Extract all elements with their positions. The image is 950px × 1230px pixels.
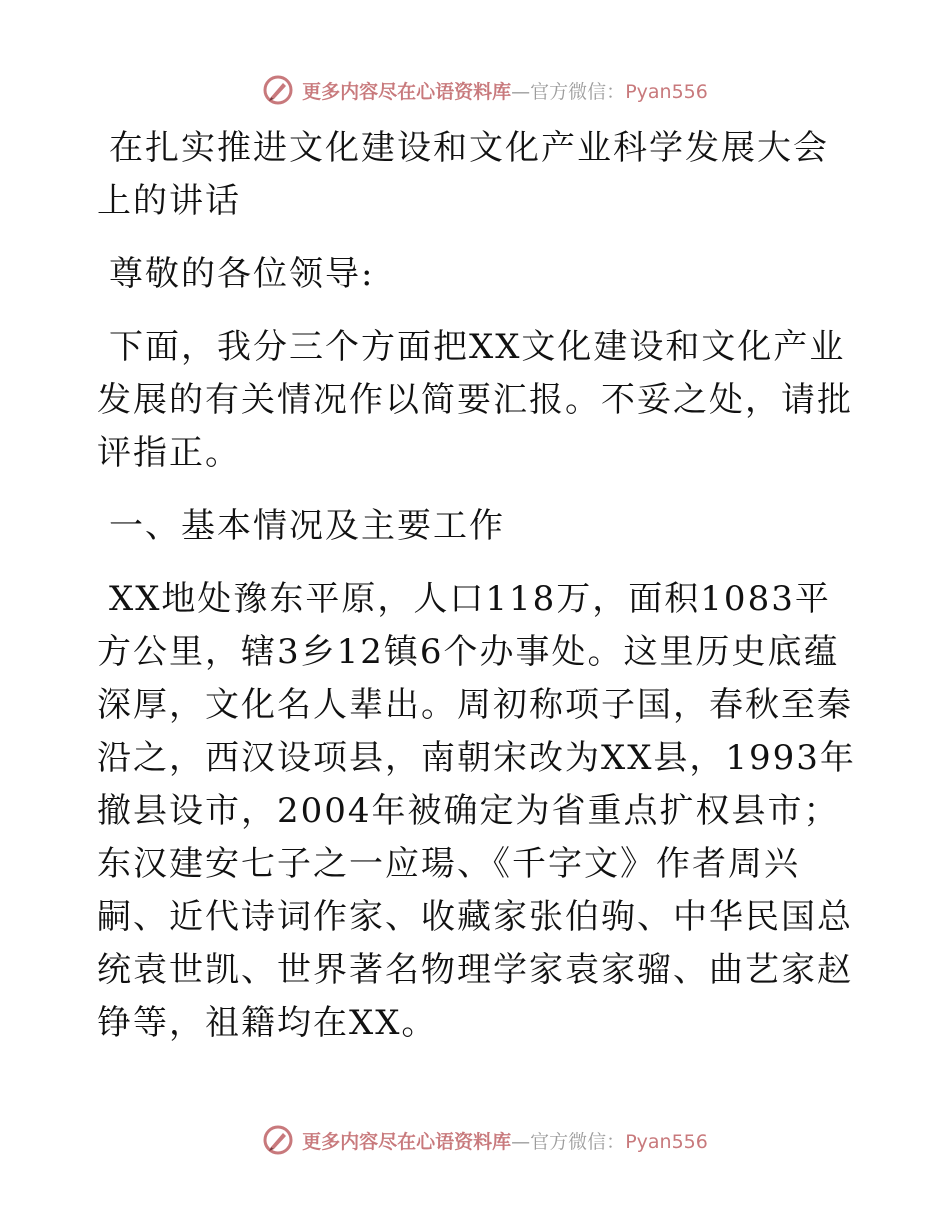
pen-logo-icon	[262, 1124, 294, 1156]
document-body	[97, 122, 857, 1050]
header-watermark-banner	[0, 70, 950, 110]
body-paragraph: XX地处豫东平原，人口118万，面积1083平方公里，辖3乡12镇6个办事处。这里历史底蕴深厚，文化名人辈出。周初称项子国，春秋至秦沿之，西汉设项县，南朝宋改为XX县，1993年撤县设市，2004年被确定为省重点扩权县市；东汉建安七子之一应瑒、《千字文》作者周兴嗣、近代诗词作家、收藏家张伯驹、中华民国总统袁世凯、世界著名物理学家袁家骝、曲艺家赵铮等，祖籍均在XX。	[97, 579, 856, 1043]
banner-wechat-label: 官方微信：	[530, 1130, 626, 1153]
banner-content	[262, 74, 708, 106]
intro-paragraph: 下面，我分三个方面把XX文化建设和文化产业发展的有关情况作以简要汇报。不妥之处，请批评指正。	[97, 327, 853, 473]
banner-separator: —	[511, 1130, 531, 1153]
salutation: 尊敬的各位领导:	[109, 254, 375, 294]
banner-main-text: 更多内容尽在心语资料库	[302, 80, 512, 103]
banner-main-text: 更多内容尽在心语资料库	[302, 1130, 512, 1153]
footer-watermark-banner	[0, 1120, 950, 1160]
document-title: 在扎实推进文化建设和文化产业科学发展大会上的讲话	[97, 128, 829, 221]
banner-wechat-id: Pyan556	[625, 1130, 708, 1153]
banner-wechat-id: Pyan556	[625, 80, 708, 103]
banner-text	[302, 1127, 708, 1154]
banner-content	[262, 1124, 708, 1156]
banner-wechat-label: 官方微信：	[530, 80, 626, 103]
banner-separator: —	[511, 80, 531, 103]
banner-text	[302, 77, 708, 104]
section-heading: 一、基本情况及主要工作	[109, 506, 505, 546]
pen-logo-icon	[262, 74, 294, 106]
